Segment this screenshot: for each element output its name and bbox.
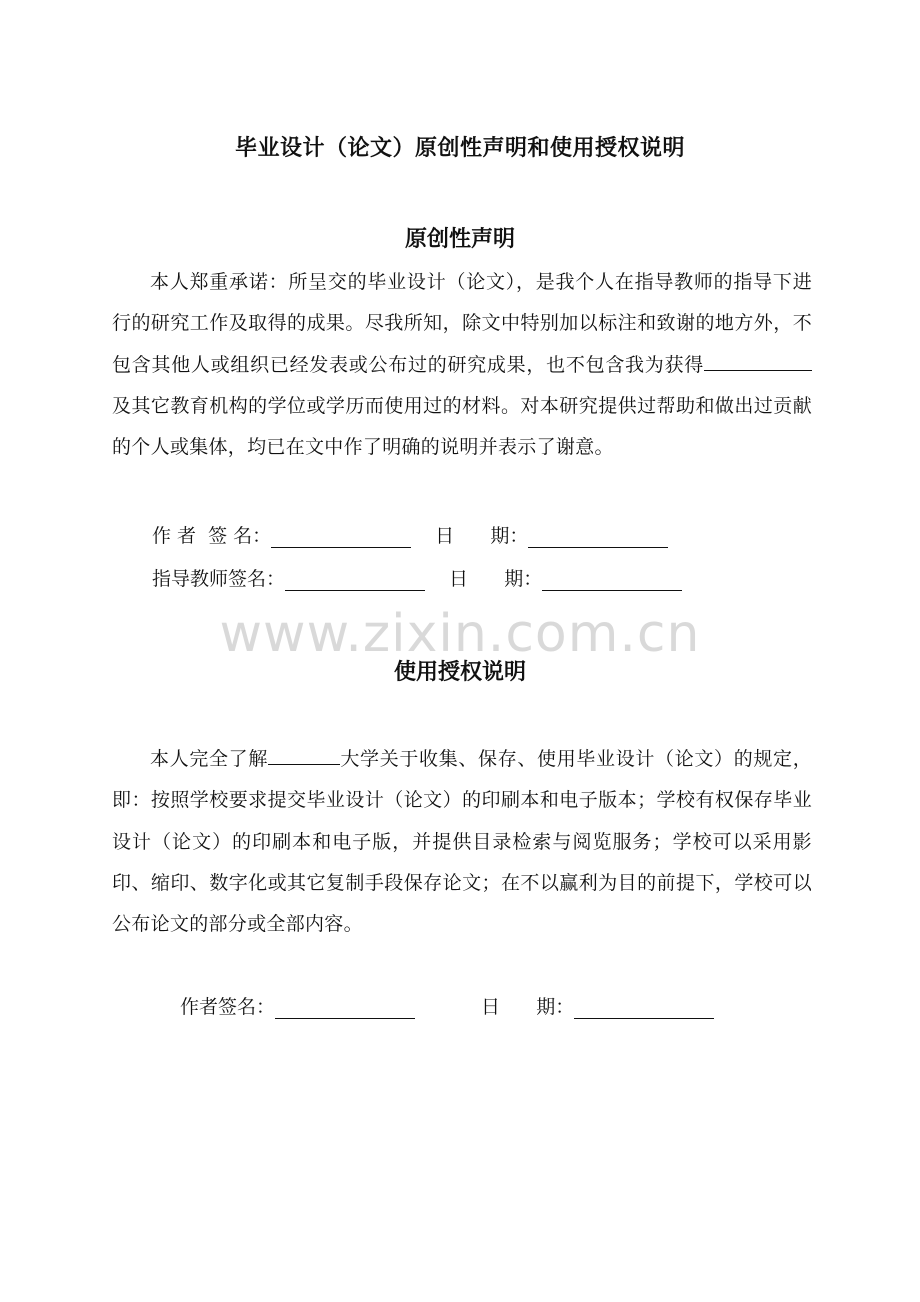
author-date-field[interactable] — [528, 529, 668, 548]
watermark: www.zixin.com.cn — [219, 604, 701, 664]
degree-blank-field[interactable] — [704, 350, 812, 371]
auth-date-field[interactable] — [574, 1000, 714, 1019]
advisor-sign-label: 指导教师签名： — [152, 568, 286, 590]
author-signature-field[interactable] — [271, 529, 411, 548]
advisor-signature-field[interactable] — [285, 572, 425, 591]
originality-text-part2: 及其它教育机构的学位或学历而使用过的材料。对本研究提供过帮助和做出过贡献的个人或集体，均已在文中作了明确的说明并表示了谢意。 — [112, 394, 812, 459]
originality-text-part1: 本人郑重承诺：所呈交的毕业设计（论文），是我个人在指导教师的指导下进行的研究工作及取得的成果。尽我所知，除文中特别加以标注和致谢的地方外，不包含其他人或组织已经发表或公布过的研究成果，也不包含我为获得 — [112, 271, 812, 376]
auth-date-label: 日 期： — [481, 996, 575, 1018]
author-sign-label: 作 者 签 名： — [152, 525, 272, 547]
authorization-text-part2: 大学关于收集、保存、使用毕业设计（论文）的规定，即：按照学校要求提交毕业设计（论文）的印刷本和电子版本；学校有权保存毕业设计（论文）的印刷本和电子版，并提供目录检索与阅览服务；学校可以采用影印、缩印、数字化或其它复制手段保存论文；在不以赢利为目的前提下，学校可以公布论文的部分或全部内容。 — [112, 748, 812, 936]
authorization-paragraph — [112, 739, 812, 945]
advisor-signature-row — [152, 564, 682, 591]
advisor-date-label: 日 期： — [449, 568, 543, 590]
originality-heading: 原创性声明 — [404, 227, 515, 252]
document-title: 毕业设计（论文）原创性声明和使用授权说明 — [234, 136, 685, 161]
advisor-date-field[interactable] — [542, 572, 682, 591]
authorization-signature-row — [180, 992, 714, 1019]
authorization-heading: 使用授权说明 — [393, 660, 526, 685]
auth-author-sign-label: 作者签名： — [180, 996, 276, 1018]
authorization-text-part1: 本人完全了解 — [150, 748, 268, 770]
author-date-label: 日 期： — [435, 525, 529, 547]
originality-paragraph — [112, 262, 812, 468]
author-signature-row — [152, 521, 668, 548]
auth-author-signature-field[interactable] — [275, 1000, 415, 1019]
university-blank-field[interactable] — [268, 744, 340, 765]
